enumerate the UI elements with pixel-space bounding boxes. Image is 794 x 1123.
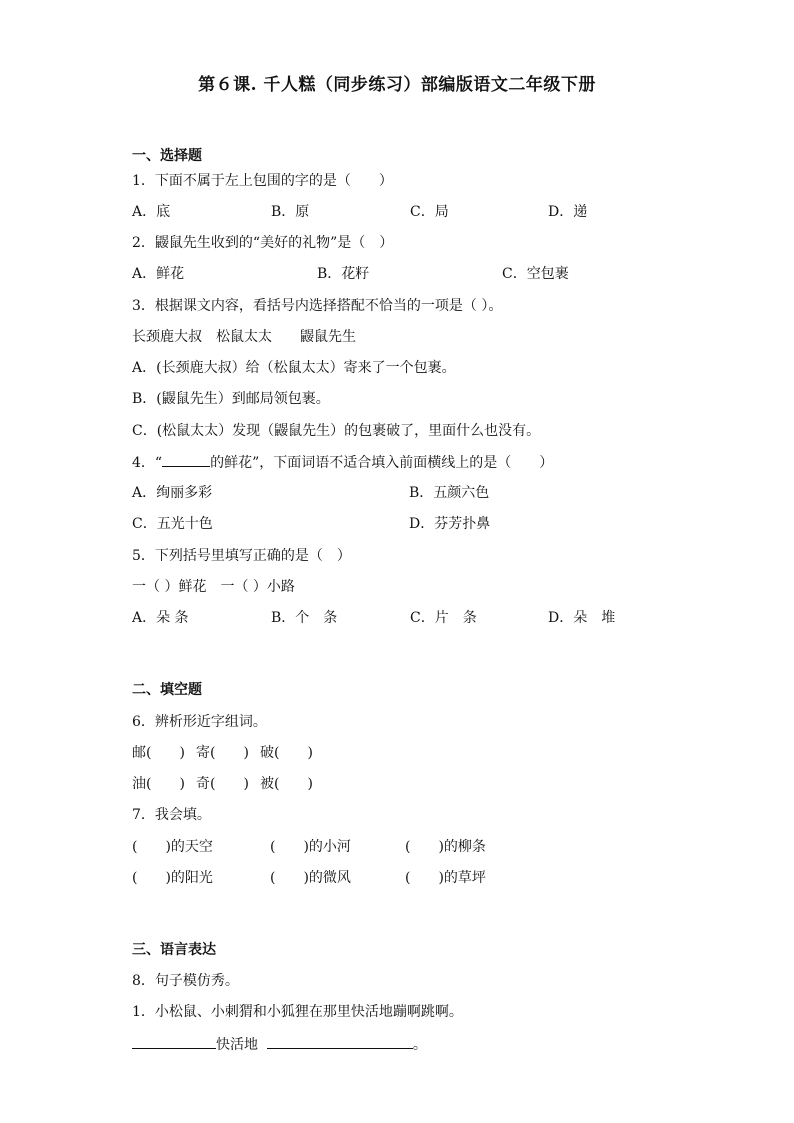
fill-phrase: ( )的小河	[270, 839, 351, 855]
imitation-end: 。	[412, 1037, 427, 1053]
option-a: A．底	[132, 204, 171, 220]
question-1-stem: 1．下面不属于左上包围的字的是（ ）	[132, 173, 393, 189]
imitation-middle: 快活地	[216, 1037, 258, 1053]
fill-phrase: ( )的阳光	[132, 870, 213, 886]
word-group: 邮( )	[132, 745, 185, 761]
question-3-names: 长颈鹿大叔 松鼠太太 鼹鼠先生	[132, 329, 356, 345]
question-7-stem: 7．我会填。	[132, 807, 211, 823]
word-group: 被( )	[260, 776, 313, 792]
option-d: D．芬芳扑鼻	[409, 516, 491, 532]
section-heading-expression: 三、语言表达	[132, 942, 216, 958]
fill-blank-line	[132, 1034, 216, 1049]
fill-phrase: ( )的草坪	[405, 870, 486, 886]
question-3-stem: 3．根据课文内容，看括号内选择搭配不恰当的一项是（ ）。	[132, 298, 503, 314]
question-5-stem: 5．下列括号里填写正确的是（ ）	[132, 548, 351, 564]
section-heading-fill: 二、填空题	[132, 682, 202, 698]
question-5-line: 一（ ）鲜花 一（ ）小路	[132, 579, 295, 595]
question-3-option-b: B．(鼹鼠先生）到邮局领包裹。	[132, 391, 330, 407]
question-4-prefix: 4．“	[132, 455, 163, 471]
option-a: A．绚丽多彩	[132, 485, 213, 501]
fill-phrase: ( )的天空	[132, 839, 213, 855]
question-4-suffix: 的鲜花”，下面词语不适合填入前面横线上的是（ ）	[210, 455, 554, 471]
word-group: 油( )	[132, 776, 185, 792]
question-8-sentence: 1．小松鼠、小刺猬和小狐狸在那里快活地蹦啊跳啊。	[132, 1004, 463, 1020]
option-c: C．局	[410, 204, 449, 220]
word-group: 破( )	[260, 745, 313, 761]
option-b: B．花籽	[317, 266, 370, 282]
option-c: C．五光十色	[132, 516, 213, 532]
question-8-imitation	[132, 1034, 427, 1055]
question-3-option-c: C．(松鼠太太）发现（鼹鼠先生）的包裹破了，里面什么也没有。	[132, 423, 541, 439]
option-b: B．个 条	[271, 610, 338, 626]
word-group: 奇( )	[196, 776, 249, 792]
question-4-stem	[132, 452, 553, 473]
option-c: C．片 条	[410, 610, 477, 626]
page-title: 第６课. 千人糕（同步练习）部编版语文二年级下册	[198, 75, 596, 95]
option-d: D．朵 堆	[548, 610, 616, 626]
fill-blank-line	[267, 1034, 413, 1049]
option-a: A．鲜花	[132, 266, 185, 282]
question-6-stem: 6．辨析形近字组词。	[132, 714, 267, 730]
option-b: B．原	[271, 204, 310, 220]
question-8-stem: 8．句子模仿秀。	[132, 973, 239, 989]
fill-phrase: ( )的微风	[270, 870, 351, 886]
option-d: D．递	[548, 204, 588, 220]
question-2-stem: 2．鼹鼠先生收到的“美好的礼物”是（ ）	[132, 235, 394, 251]
word-group: 寄( )	[196, 745, 249, 761]
question-3-option-a: A．(长颈鹿大叔）给（松鼠太太）寄来了一个包裹。	[132, 360, 456, 376]
fill-phrase: ( )的柳条	[405, 839, 486, 855]
option-a: A．朵 条	[132, 610, 189, 626]
option-b: B．五颜六色	[409, 485, 490, 501]
fill-blank-line	[162, 452, 210, 467]
section-heading-choice: 一、选择题	[132, 148, 202, 164]
option-c: C．空包裹	[502, 266, 569, 282]
